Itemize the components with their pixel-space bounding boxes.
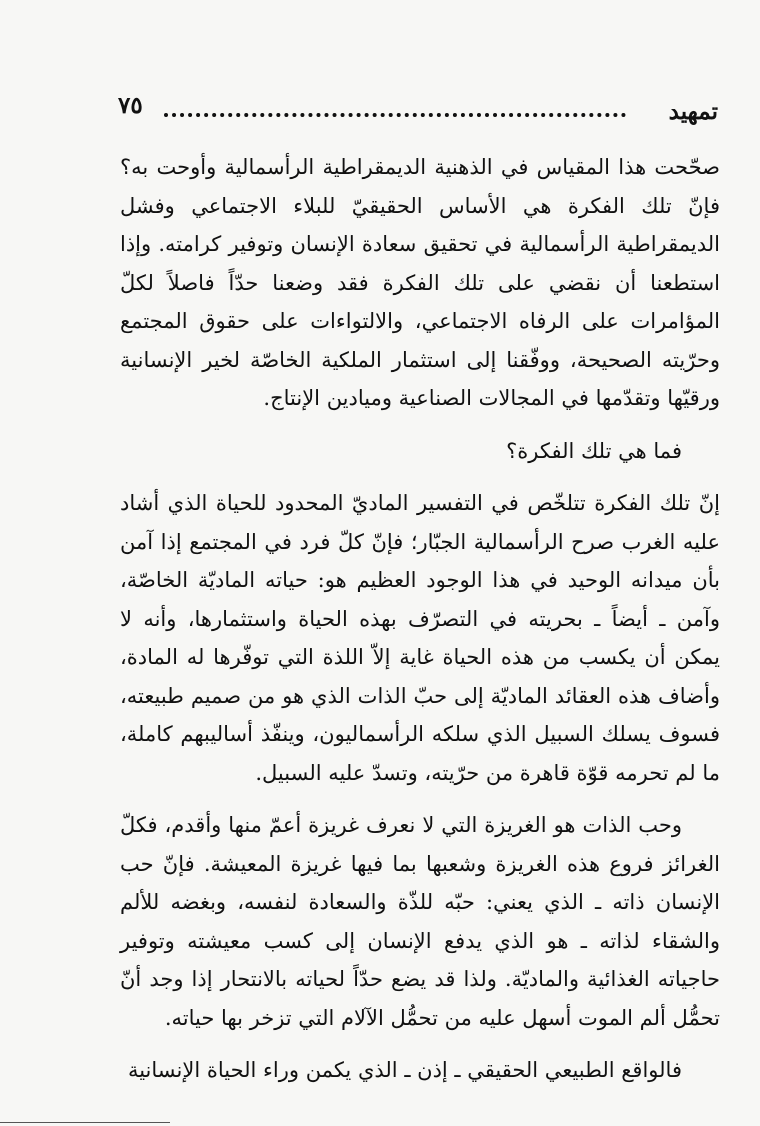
page-number: ٧٥ <box>118 92 143 119</box>
running-header <box>118 92 718 132</box>
paragraph-1: صحّحت هذا المقياس في الذهنية الديمقراطية الرأسمالية وأوحت به؟ فإنّ تلك الفكرة هي الأساس الحقيقيّ للبلاء الاجتماعي وفشل الديمقراطية الرأسمالية في تحقيق سعادة الإنسان وتوفير كرامته. وإذا استطعنا أن نقضي على تلك الفكرة فقد وضعنا حدّاً فاصلاً لكلّ المؤامرات على الرفاه الاجتماعي، والالتواءات على حقوق المجتمع وحرّيته الصحيحة، ووفّقنا إلى استثمار الملكية الخاصّة لخير الإنسانية ورقيّها وتقدّمها في المجالات الصناعية وميادين الإنتاج. <box>120 155 720 410</box>
chapter-title: تمهيد <box>668 98 718 125</box>
body-text <box>120 148 720 1090</box>
paragraph-3: إنّ تلك الفكرة تتلخّص في التفسير الماديّ المحدود للحياة الذي أشاد عليه الغرب صرح الرأسمالية الجبّار؛ فإنّ كلّ فرد في المجتمع إذا آمن بأن ميدانه الوحيد في هذا الوجود العظيم هو: حياته الماديّة الخاصّة، وآمن ـ أيضاً ـ بحريته في التصرّف بهذه الحياة واستثمارها، وأنه لا يمكن أن يكسب من هذه الحياة غاية إلاّ اللذة التي توفّرها له المادة، وأضاف هذه العقائد الماديّة إلى حبّ الذات الذي هو من صميم طبيعته، فسوف يسلك السبيل الذي سلكه الرأسماليون، وينفّذ أساليبهم كاملة، ما لم تحرمه قوّة قاهرة من حرّيته، وتسدّ عليه السبيل. <box>120 491 720 785</box>
paragraph-5: فالواقع الطبيعي الحقيقي ـ إذن ـ الذي يكمن وراء الحياة الإنسانية <box>127 1058 682 1082</box>
dotted-leader <box>164 113 626 117</box>
paragraph-4: وحب الذات هو الغريزة التي لا نعرف غريزة أعمّ منها وأقدم، فكلّ الغرائز فروع هذه الغريزة وشعبها بما فيها غريزة المعيشة. فإنّ حب الإنسان ذاته ـ الذي يعني: حبّه للذّة والسعادة لنفسه، وبغضه للألم والشقاء لذاته ـ هو الذي يدفع الإنسان إلى كسب معيشته وتوفير حاجياته الغذائية والماديّة. ولذا قد يضع حدّاً لحياته بالانتحار إذا وجد أنّ تحمُّل ألم الموت أسهل عليه من تحمُّل الآلام التي تزخر بها حياته. <box>120 813 720 1030</box>
paragraph-question: فما هي تلك الفكرة؟ <box>506 438 682 463</box>
bottom-rule <box>0 1122 170 1123</box>
